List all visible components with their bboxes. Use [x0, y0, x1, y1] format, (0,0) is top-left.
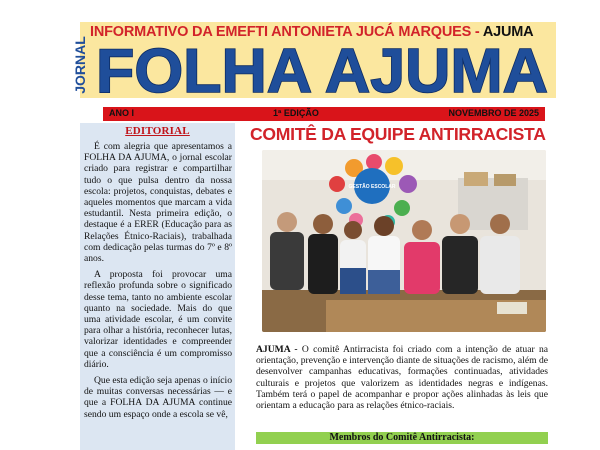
editorial-body	[84, 141, 232, 425]
article-body	[256, 344, 548, 411]
editorial-heading: EDITORIAL	[125, 125, 190, 137]
editorial-paragraph: É com alegria que apresentamos a FOLHA DA AJUMA, o jornal escolar criado para registrar e compartilhar tudo o que pulsa dentro da nossa escola: projetos, conquistas, debates e aqueles momentos que marcam a vida estudantil. Nesta primeira edição, o destaque é a ERER (Educação para as Relações Étnico-Raciais), trabalhada com dedicação pelas turmas do 7º e 8º anos.	[84, 141, 232, 265]
jornal-vertical-text: JORNAL	[72, 36, 88, 94]
newspaper-title-text: FOLHA AJUMA	[96, 37, 548, 102]
subtitle-dash: -	[471, 24, 483, 40]
subtitle-school: INFORMATIVO DA EMEFTI ANTONIETA JUCÁ MARQUES	[90, 24, 472, 40]
committee-group-photo	[262, 150, 546, 332]
article-headline: COMITÊ DA EQUIPE ANTIRRACISTA	[250, 124, 546, 144]
edition-year: ANO I	[109, 108, 135, 118]
editorial-paragraph: Que esta edição seja apenas o início de muitas conversas necessárias — e que a FOLHA DA AJUMA continue sendo um espaço onde a escola se vê,	[84, 375, 232, 420]
editorial-paragraph: A proposta foi provocar uma reflexão profunda sobre o significado desse tema, tanto no ambiente escolar quanto na sociedade. Mais do que uma atividade escolar, é um convite para olhar a história, reconhecer lutas, valorizar identidades e compreender que a consciência é um compromisso diário.	[84, 269, 232, 370]
members-heading: Membros do Comitê Antirracista:	[256, 432, 548, 444]
newspaper-title	[92, 34, 552, 102]
photo-sign-text: GESTÃO ESCOLAR	[348, 184, 396, 190]
jornal-vertical-label	[70, 30, 92, 100]
edition-bar	[103, 107, 545, 121]
subtitle-ajuma: AJUMA	[482, 24, 534, 40]
article-lead: AJUMA -	[256, 344, 298, 355]
edition-number: 1ª EDIÇÃO	[273, 108, 319, 118]
edition-date: NOVEMBRO DE 2025	[448, 108, 539, 118]
article-body-text: O comitê Antirracista foi criado com a intenção de atuar na orientação, prevenção e intervenção diante de situações de racismo, além de desenvolver campanhas educativas, formações continuadas, atividades culturais e projetos que valorizem as identidades negras e indígenas. Também terá o papel de acompanhar e propor ações alinhadas às leis que orientam a educação para as relações étnico-raciais.	[256, 344, 549, 412]
